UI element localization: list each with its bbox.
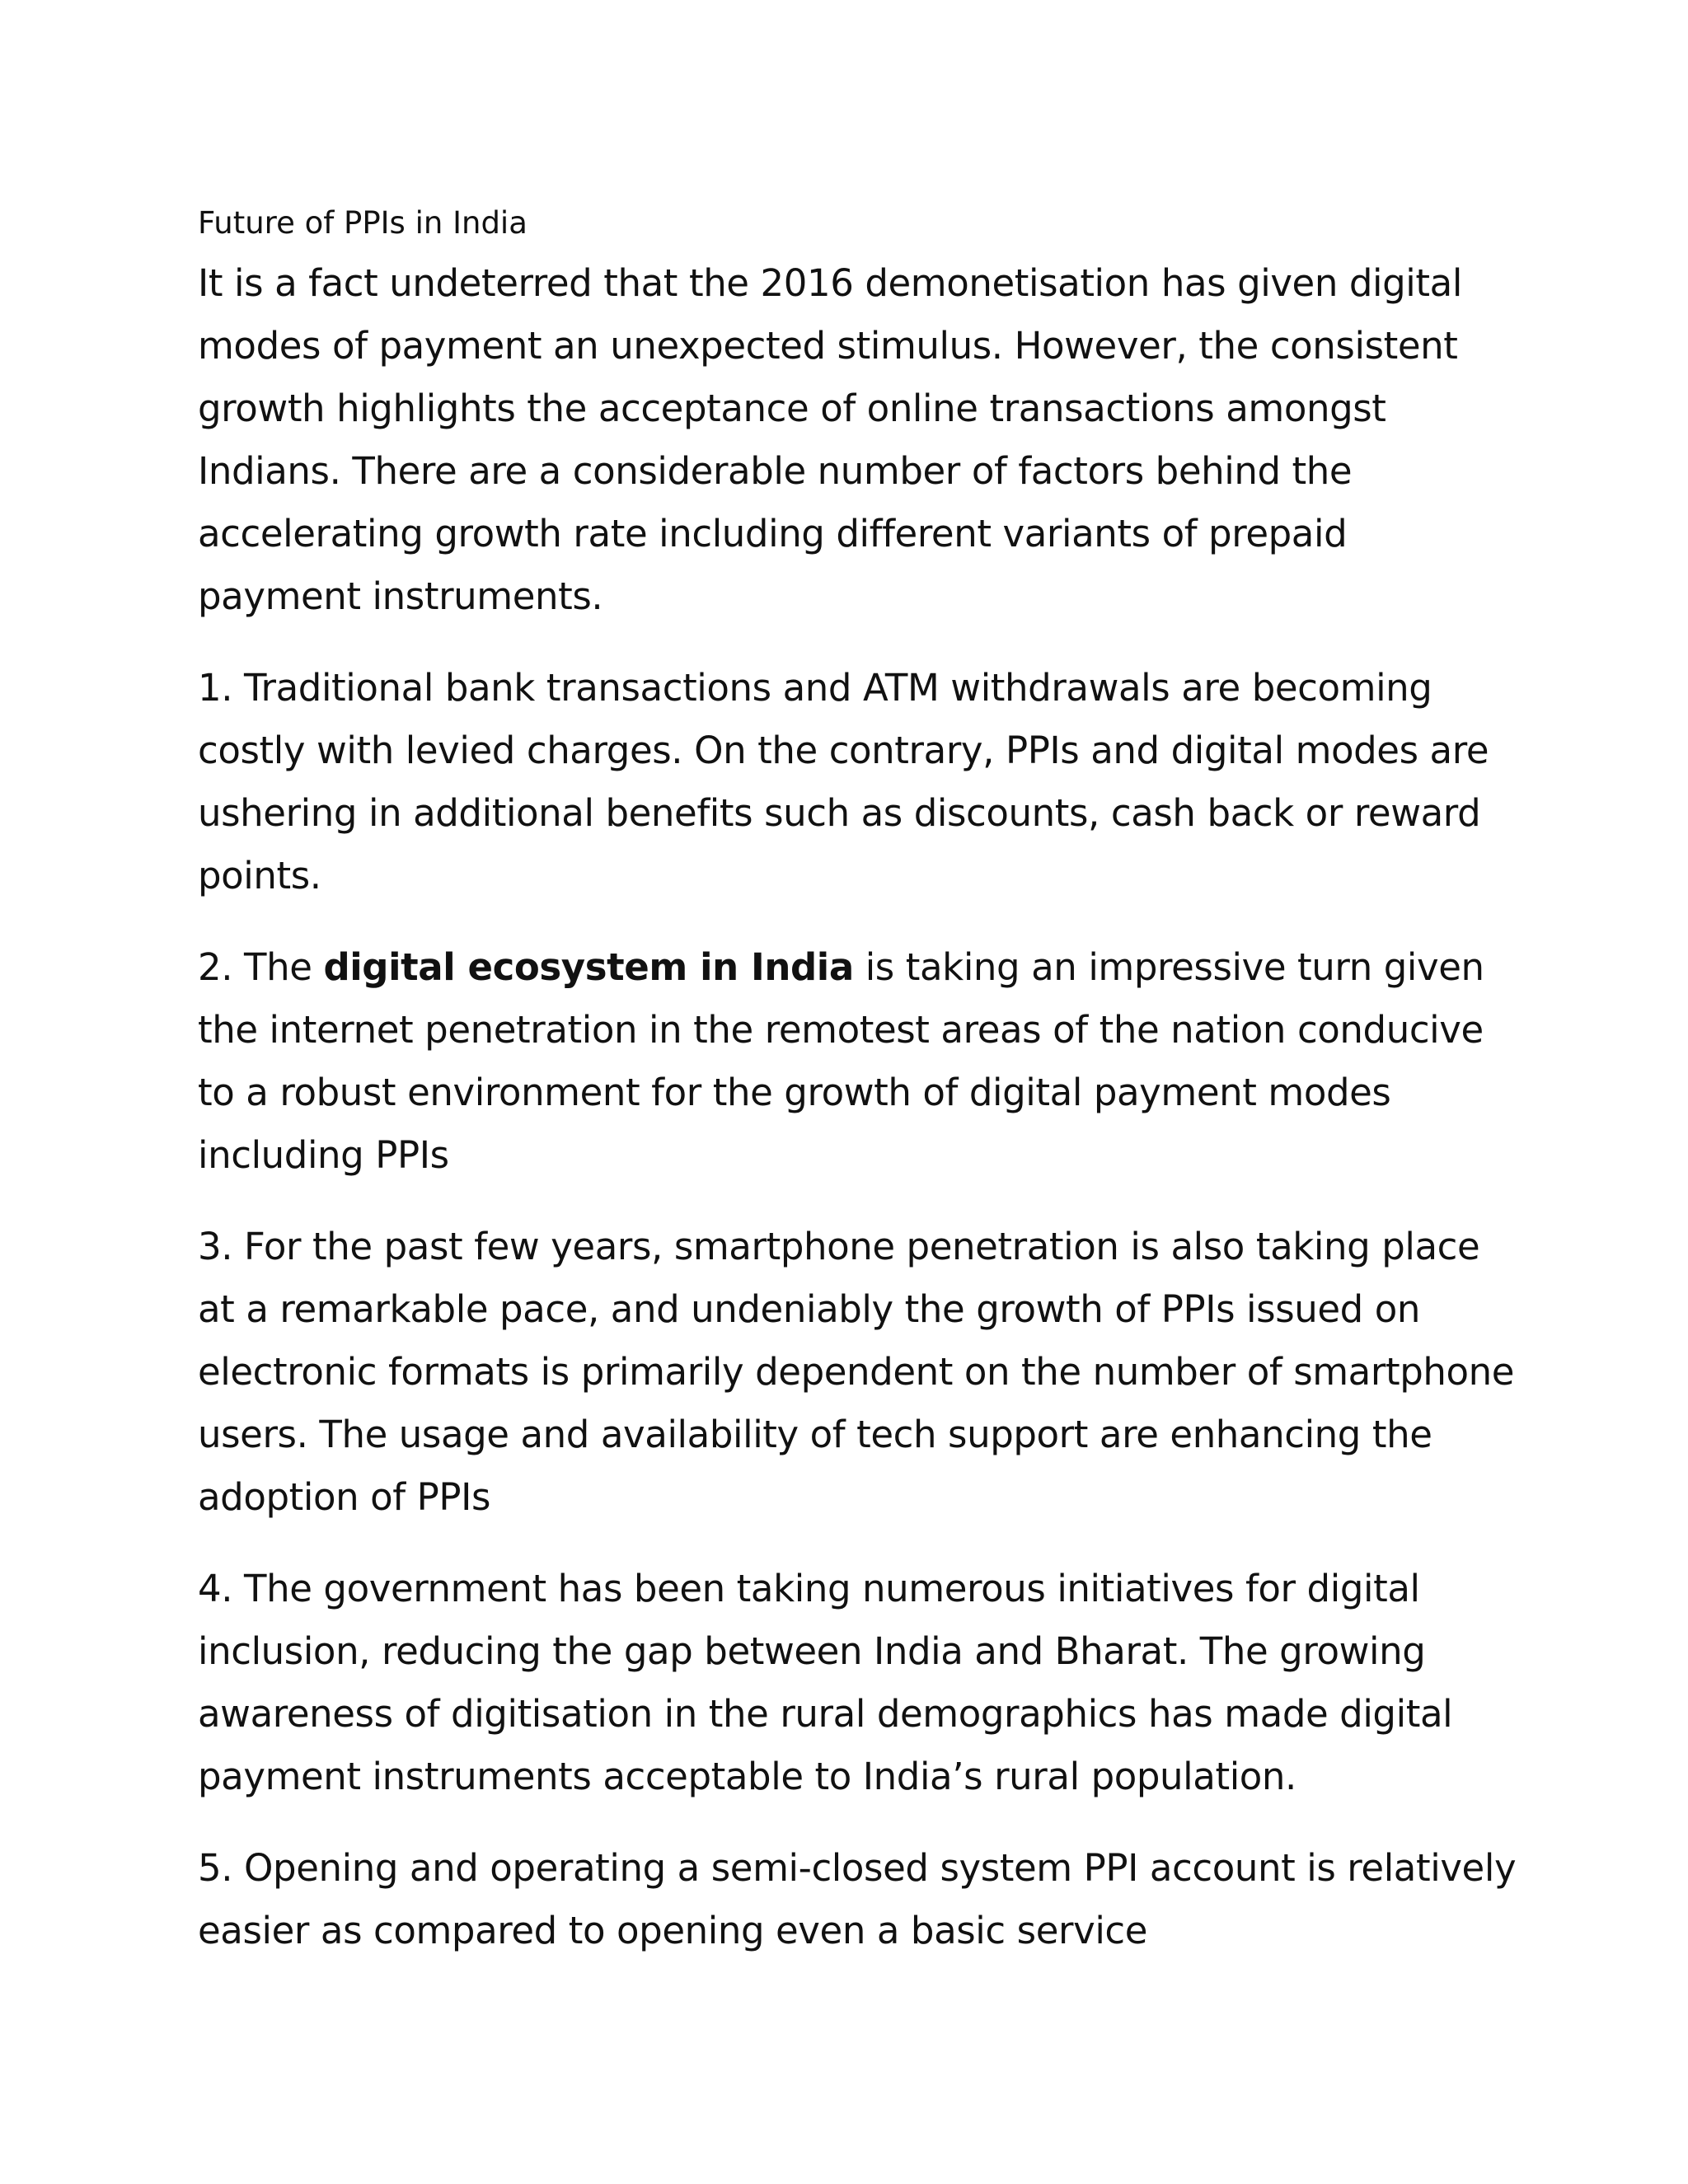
- intro-paragraph: It is a fact undeterred that the 2016 demonetisation has given digital modes of payment an unexpected stimulus. However, the consistent growth highlights the acceptance of online transactions amongst Indians. There are a considerable number of factors behind the accelerating growth rate including different variants of prepaid payment instruments.: [198, 261, 1462, 618]
- point-2-paragraph: [198, 936, 1517, 1187]
- point-2-text-end: is taking an impressive turn given the internet penetration in the remotest areas of the nation conducive to a robust environment for the growth of digital payment modes including PPIs: [198, 945, 1484, 1177]
- point-5-paragraph: 5. Opening and operating a semi-closed system PPI account is relatively easier as compared to opening even a basic service: [198, 1846, 1517, 1952]
- document-title: Future of PPIs in India: [198, 205, 528, 241]
- point-2-text-start: 2. The: [198, 945, 324, 989]
- point-3-paragraph: 3. For the past few years, smartphone penetration is also taking place at a remarkable pace, and undeniably the growth of PPIs issued on electronic formats is primarily dependent on the number of smartphone users. The usage and availability of tech support are enhancing the adoption of PPIs: [198, 1225, 1515, 1519]
- digital-ecosystem-bold-text: digital ecosystem in India: [323, 945, 854, 989]
- point-1-paragraph: 1. Traditional bank transactions and ATM withdrawals are becoming costly with levied charges. On the contrary, PPIs and digital modes are ushering in additional benefits such as discounts, cash back or reward points.: [198, 666, 1489, 898]
- point-4-paragraph: 4. The government has been taking numerous initiatives for digital inclusion, reducing the gap between India and Bharat. The growing awareness of digitisation in the rural demographics has made digital payment instruments acceptable to India’s rural population.: [198, 1567, 1453, 1798]
- document-page: [198, 194, 1517, 1962]
